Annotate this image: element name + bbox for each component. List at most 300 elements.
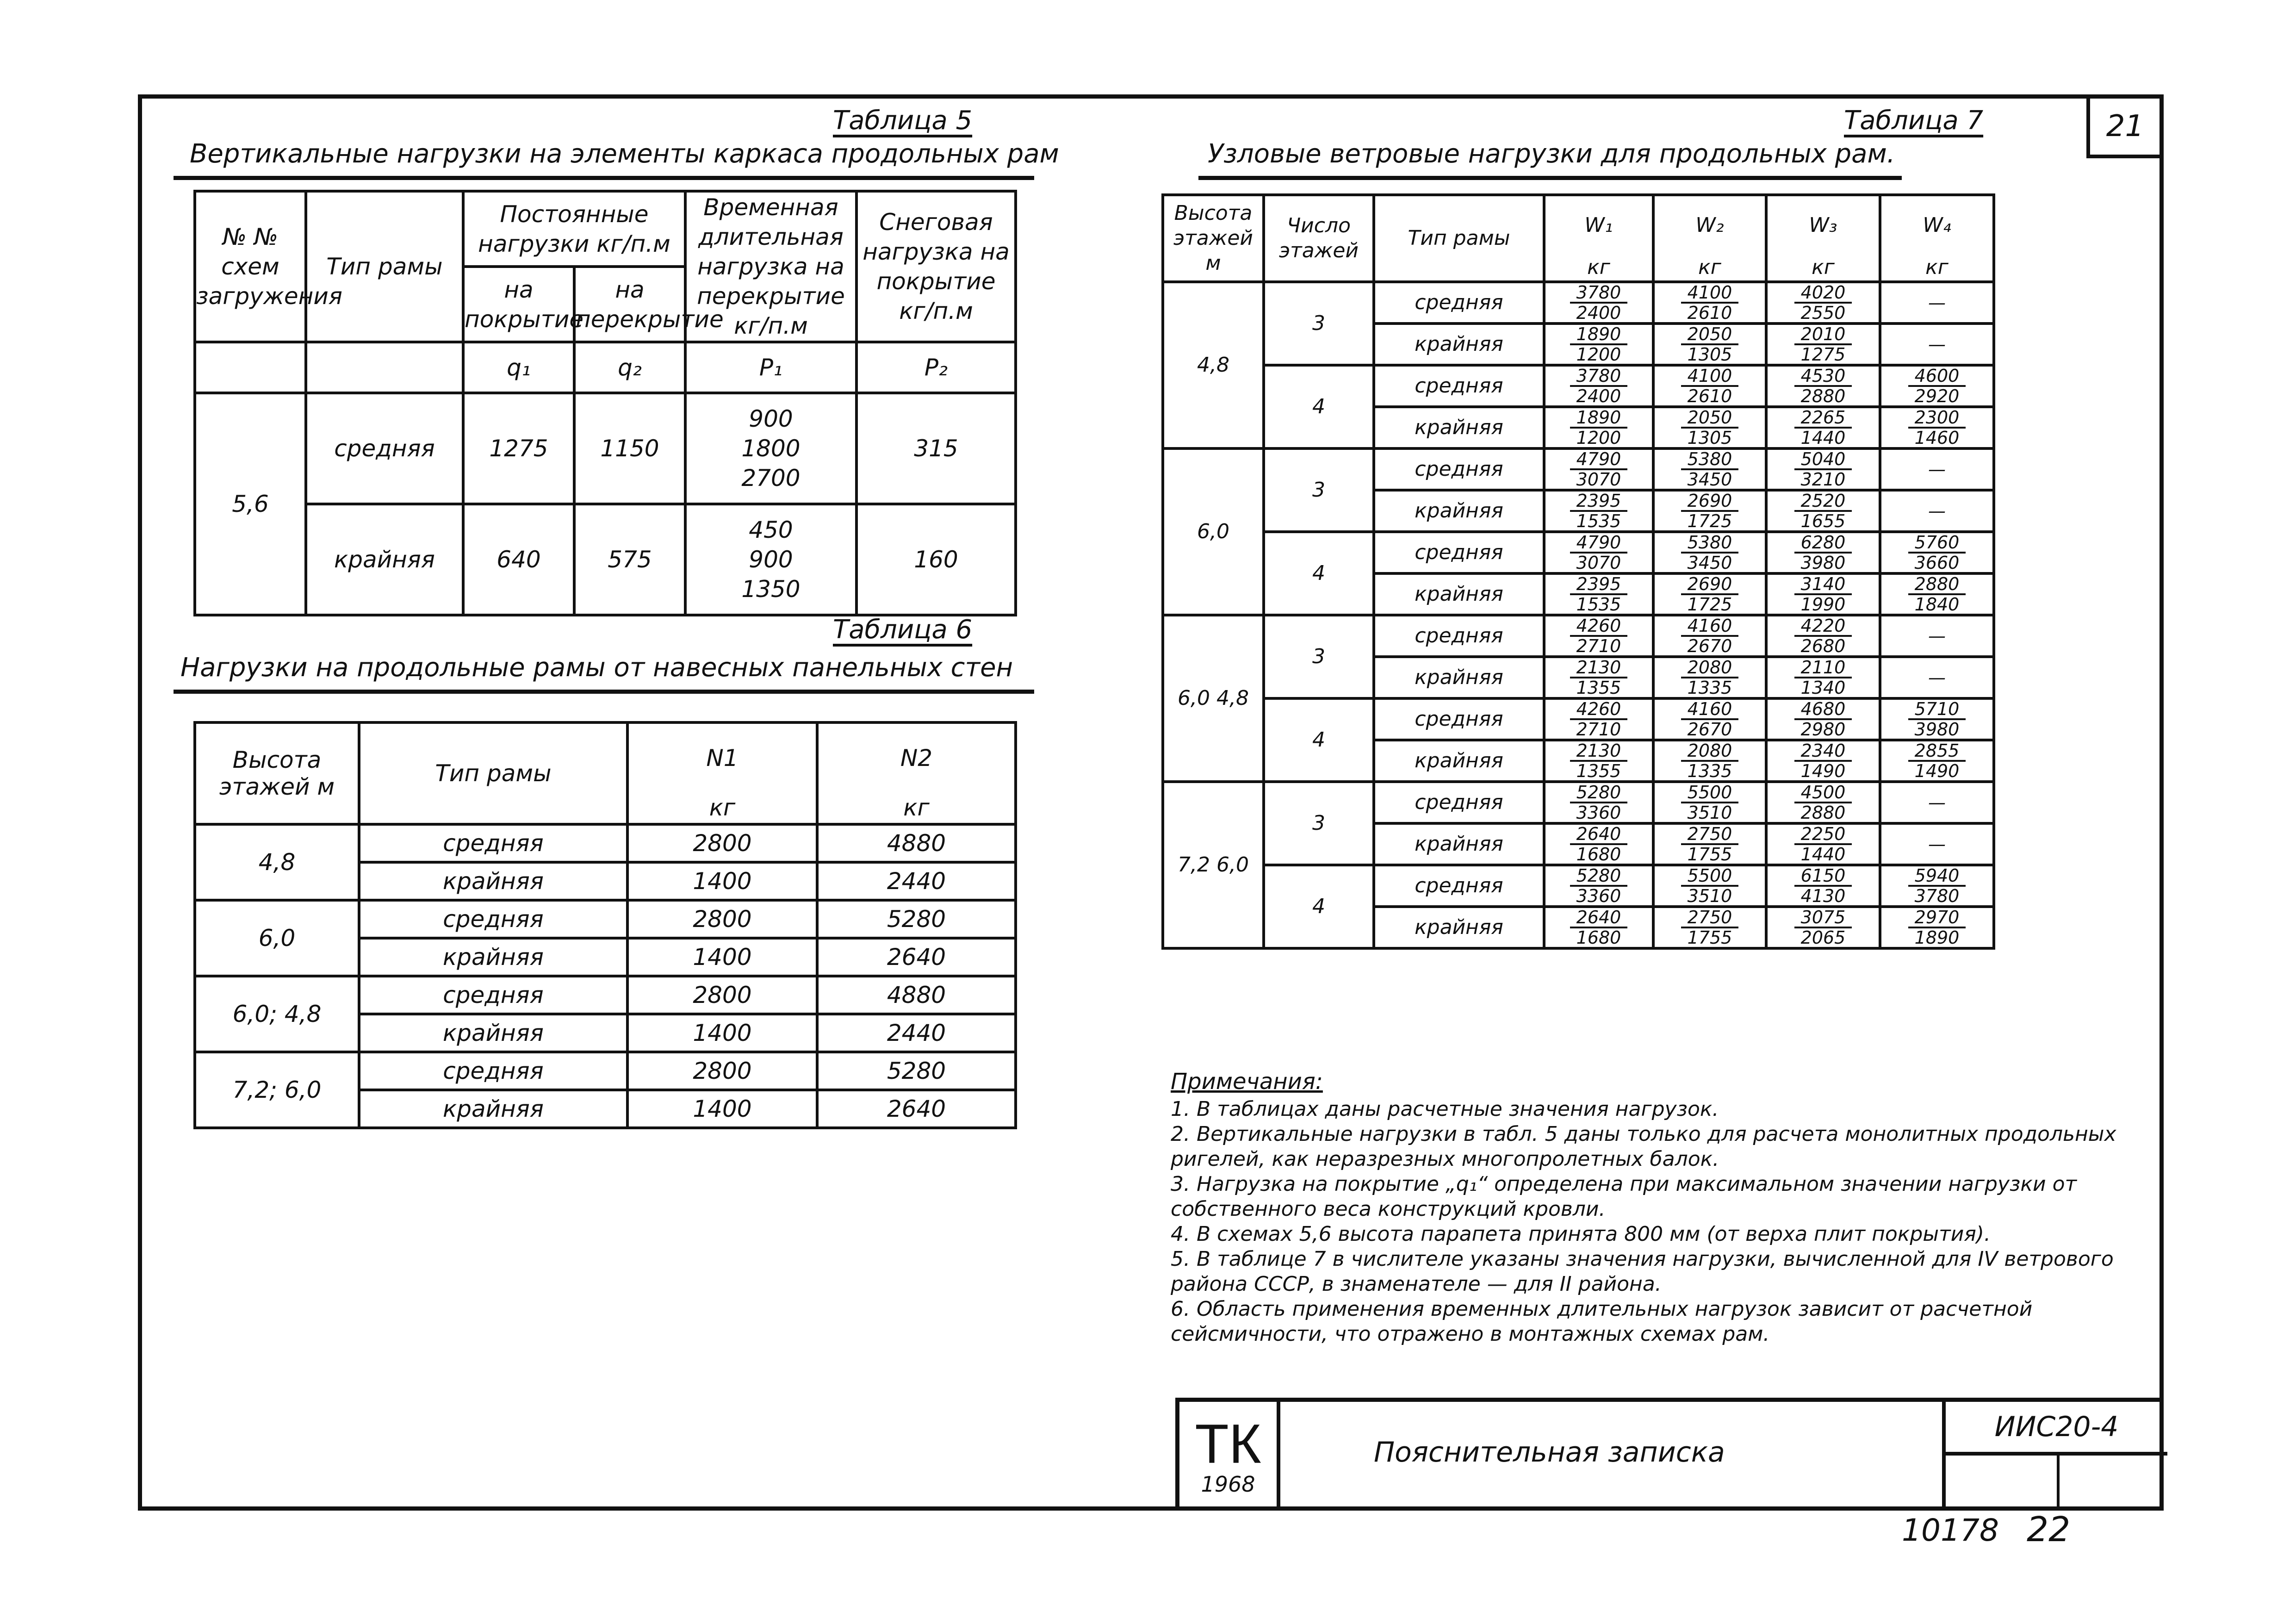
t7-denominator: 3660 [1914, 553, 1960, 573]
t7-numerator: 4020 [1794, 283, 1852, 304]
t7-w3-cell [1766, 324, 1880, 365]
t7-fraction [1681, 408, 1739, 447]
t7-w2-cell [1653, 907, 1766, 948]
org-code: ТК [1195, 1412, 1261, 1475]
t7-fraction [1794, 533, 1852, 572]
t7-numerator: 2395 [1570, 575, 1628, 595]
t5-header-q1: q₁ [463, 342, 574, 393]
t7-dash: — [1880, 823, 1994, 865]
t6-row-type: средняя [359, 900, 627, 938]
t7-numerator: 5040 [1794, 450, 1852, 470]
t7-numerator: 2250 [1794, 825, 1852, 845]
t7-floors: 4 [1264, 865, 1374, 948]
t7-numerator: 4790 [1570, 450, 1628, 470]
t7-denominator: 1535 [1576, 511, 1621, 531]
t7-floors: 3 [1264, 448, 1374, 532]
t7-denominator: 3980 [1800, 553, 1846, 573]
t7-denominator: 1755 [1687, 844, 1732, 865]
title-block [1175, 1398, 2164, 1511]
t6-row-n1: 1400 [627, 1090, 817, 1128]
t7-denominator: 3980 [1914, 719, 1960, 740]
t7-fraction [1794, 658, 1852, 697]
t5-row-type: крайняя [306, 504, 463, 615]
t7-fraction [1570, 616, 1628, 655]
t7-w3-cell [1766, 865, 1880, 907]
t7-fraction [1794, 283, 1852, 322]
t7-fraction [1908, 741, 1966, 780]
t7-fraction [1681, 450, 1739, 489]
t6-row-n2: 2640 [817, 938, 1016, 976]
t7-fraction [1794, 866, 1852, 905]
t5-row-q2: 1150 [574, 393, 685, 504]
t7-header-frame-type: Тип рамы [1374, 195, 1544, 282]
t7-w1-cell [1544, 490, 1653, 532]
t7-denominator: 2400 [1576, 386, 1621, 406]
t7-w3-cell [1766, 782, 1880, 823]
table6-label: Таблица 6 [833, 615, 973, 645]
t7-fraction [1681, 825, 1739, 864]
t7-w3-cell [1766, 532, 1880, 573]
t6-group-height: 7,2; 6,0 [195, 1052, 359, 1128]
t6-row-n2: 2440 [817, 862, 1016, 900]
t7-fraction [1570, 783, 1628, 822]
t7-fraction [1794, 450, 1852, 489]
t6-row-type: крайняя [359, 938, 627, 976]
t7-w2-cell [1653, 365, 1766, 407]
t7-numerator: 5500 [1681, 866, 1739, 887]
t7-denominator: 4130 [1800, 886, 1846, 906]
t7-fraction [1570, 450, 1628, 489]
t7-row-type: средняя [1374, 865, 1544, 907]
t7-w2-cell [1653, 532, 1766, 573]
t7-row-type: средняя [1374, 782, 1544, 823]
t7-w1-cell [1544, 532, 1653, 573]
table5-title-rule [174, 176, 1034, 180]
t7-numerator: 4100 [1681, 367, 1739, 387]
note-item: 5. В таблице 7 в числителе указаны значения нагрузки, вычисленной для IV ветрового района СССР, в знаменателе — для II района. [1171, 1247, 2114, 1296]
t7-fraction [1908, 908, 1966, 947]
t7-denominator: 3360 [1576, 803, 1621, 823]
t5-scheme-value: 5,6 [195, 393, 306, 615]
t7-numerator: 2340 [1794, 741, 1852, 762]
t7-denominator: 1840 [1914, 594, 1960, 615]
t7-dash: — [1880, 782, 1994, 823]
title-block-org-cell [1179, 1402, 1280, 1511]
t7-fraction [1794, 367, 1852, 405]
t7-fraction [1681, 325, 1739, 364]
t7-numerator: 6150 [1794, 866, 1852, 887]
t7-numerator: 4600 [1908, 367, 1966, 387]
t7-numerator: 4790 [1570, 533, 1628, 554]
t7-numerator: 3780 [1570, 283, 1628, 304]
t7-fraction [1794, 783, 1852, 822]
year: 1968 [1201, 1471, 1255, 1497]
t7-numerator: 4260 [1570, 616, 1628, 637]
t7-header-floors: Число этажей [1264, 195, 1374, 282]
t7-w3-cell [1766, 407, 1880, 448]
t7-numerator: 5760 [1908, 533, 1966, 554]
t7-fraction [1908, 575, 1966, 614]
t7-denominator: 3510 [1687, 886, 1732, 906]
t7-numerator: 5500 [1681, 783, 1739, 803]
t7-fraction [1570, 283, 1628, 322]
t7-w1-cell [1544, 282, 1653, 324]
t7-w4-cell [1880, 407, 1994, 448]
t7-numerator: 3780 [1570, 367, 1628, 387]
t7-numerator: 4100 [1681, 283, 1739, 304]
t6-unit: кг [817, 792, 1016, 824]
t7-numerator: 5710 [1908, 700, 1966, 720]
t7-fraction [1908, 533, 1966, 572]
t7-fraction [1570, 866, 1628, 905]
t7-row-type: средняя [1374, 532, 1544, 573]
t7-fraction [1681, 283, 1739, 322]
table7-label: Таблица 7 [1844, 106, 1984, 136]
t7-dash: — [1880, 657, 1994, 698]
t7-denominator: 2710 [1576, 719, 1621, 740]
page-number: 22 [2027, 1510, 2071, 1549]
t5-p1-value: 900 [749, 546, 793, 573]
t7-w2-cell [1653, 740, 1766, 782]
t7-floors: 3 [1264, 615, 1374, 698]
t7-w1-cell [1544, 657, 1653, 698]
t5-row-q1: 640 [463, 504, 574, 615]
t7-numerator: 4220 [1794, 616, 1852, 637]
t7-denominator: 1990 [1800, 594, 1846, 615]
t7-fraction [1908, 408, 1966, 447]
t7-floors: 4 [1264, 532, 1374, 615]
t5-header-p1: P₁ [685, 342, 856, 393]
t7-dash: — [1880, 448, 1994, 490]
t7-group-height: 6,0 [1163, 448, 1264, 615]
t7-w1-cell [1544, 573, 1653, 615]
t7-fraction [1570, 825, 1628, 864]
t6-row-n1: 2800 [627, 900, 817, 938]
t7-header-w3: W₃ [1766, 195, 1880, 254]
t7-fraction [1570, 575, 1628, 614]
t7-denominator: 3360 [1576, 886, 1621, 906]
t7-fraction [1908, 866, 1966, 905]
note-item: 2. Вертикальные нагрузки в табл. 5 даны только для расчета монолитных продольных ригелей, как неразрезных многопролетных балок. [1171, 1122, 2116, 1171]
t7-denominator: 1340 [1800, 678, 1846, 698]
t7-numerator: 4530 [1794, 367, 1852, 387]
t7-numerator: 2640 [1570, 908, 1628, 928]
t7-w3-cell [1766, 740, 1880, 782]
t7-numerator: 2130 [1570, 741, 1628, 762]
t7-denominator: 2920 [1914, 386, 1960, 406]
t7-fraction [1570, 658, 1628, 697]
t7-numerator: 2750 [1681, 908, 1739, 928]
t5-header-scheme: № № схем загружения [195, 191, 306, 342]
t7-unit: кг [1766, 254, 1880, 282]
t7-w1-cell [1544, 365, 1653, 407]
t6-row-type: крайняя [359, 862, 627, 900]
t6-row-n1: 2800 [627, 976, 817, 1014]
t6-row-n1: 2800 [627, 1052, 817, 1090]
t7-fraction [1570, 533, 1628, 572]
t7-denominator: 1490 [1914, 761, 1960, 781]
t7-w3-cell [1766, 823, 1880, 865]
t7-denominator: 3070 [1576, 553, 1621, 573]
t7-numerator: 2080 [1681, 741, 1739, 762]
t7-w3-cell [1766, 657, 1880, 698]
t7-w3-cell [1766, 282, 1880, 324]
t7-numerator: 4260 [1570, 700, 1628, 720]
t6-row-n1: 2800 [627, 824, 817, 862]
t7-denominator: 2400 [1576, 303, 1621, 323]
t7-denominator: 1655 [1800, 511, 1846, 531]
t6-row-type: средняя [359, 824, 627, 862]
t7-numerator: 6280 [1794, 533, 1852, 554]
document-code: ИИС20-4 [1942, 1402, 2167, 1456]
t5-p1-value: 2700 [741, 465, 800, 492]
t7-fraction [1794, 616, 1852, 655]
t6-header-n1: N1 [627, 722, 817, 792]
t7-numerator: 3140 [1794, 575, 1852, 595]
t5-header-temporary: Временная длительная нагрузка на перекрытие кг/п.м [685, 191, 856, 342]
t7-w4-cell [1880, 365, 1994, 407]
t7-header-w1: W₁ [1544, 195, 1653, 254]
t7-w4-cell [1880, 573, 1994, 615]
t7-w3-cell [1766, 907, 1880, 948]
t7-dash: — [1880, 615, 1994, 657]
t7-denominator: 1200 [1576, 428, 1621, 448]
t7-numerator: 2520 [1794, 492, 1852, 512]
t7-fraction [1681, 367, 1739, 405]
t7-w3-cell [1766, 573, 1880, 615]
t7-denominator: 1755 [1687, 927, 1732, 948]
t7-denominator: 1335 [1687, 761, 1732, 781]
note-item: 6. Область применения временных длительных нагрузок зависит от расчетной сейсмичности, что отражено в монтажных схемах рам. [1171, 1297, 2033, 1346]
t7-unit: кг [1653, 254, 1766, 282]
t7-w2-cell [1653, 407, 1766, 448]
t7-denominator: 1490 [1800, 761, 1846, 781]
table7 [1161, 193, 1995, 950]
t7-w1-cell [1544, 407, 1653, 448]
t7-fraction [1681, 492, 1739, 530]
t6-row-type: средняя [359, 1052, 627, 1090]
t7-denominator: 2880 [1800, 386, 1846, 406]
t7-w2-cell [1653, 823, 1766, 865]
t7-numerator: 2640 [1570, 825, 1628, 845]
t7-denominator: 1355 [1576, 678, 1621, 698]
t7-numerator: 2110 [1794, 658, 1852, 678]
t5-header-perm-floor: на перекрытие [574, 267, 685, 342]
t7-fraction [1794, 825, 1852, 864]
t7-fraction [1794, 908, 1852, 947]
t7-fraction [1794, 408, 1852, 447]
table5-title: Вертикальные нагрузки на элементы каркаса продольных рам [190, 139, 1059, 169]
t7-denominator: 1725 [1687, 511, 1732, 531]
t7-fraction [1794, 741, 1852, 780]
t7-row-type: крайняя [1374, 573, 1544, 615]
t7-numerator: 3075 [1794, 908, 1852, 928]
t7-w1-cell [1544, 782, 1653, 823]
t7-fraction [1681, 783, 1739, 822]
t7-numerator: 4160 [1681, 616, 1739, 637]
t7-row-type: крайняя [1374, 407, 1544, 448]
t7-dash: — [1880, 490, 1994, 532]
t7-w3-cell [1766, 448, 1880, 490]
t7-numerator: 2130 [1570, 658, 1628, 678]
t7-row-type: крайняя [1374, 740, 1544, 782]
t7-row-type: крайняя [1374, 657, 1544, 698]
t7-fraction [1908, 700, 1966, 739]
t7-denominator: 2670 [1687, 719, 1732, 740]
t7-floors: 3 [1264, 282, 1374, 365]
t6-row-n2: 2440 [817, 1014, 1016, 1052]
t7-floors: 4 [1264, 365, 1374, 448]
t6-row-n1: 1400 [627, 1014, 817, 1052]
t7-w1-cell [1544, 324, 1653, 365]
t7-w1-cell [1544, 907, 1653, 948]
t7-denominator: 3450 [1687, 469, 1732, 490]
t7-fraction [1570, 700, 1628, 739]
t7-fraction [1681, 741, 1739, 780]
t7-w1-cell [1544, 448, 1653, 490]
t7-fraction [1794, 575, 1852, 614]
t7-unit: кг [1544, 254, 1653, 282]
t7-fraction [1570, 908, 1628, 947]
t7-numerator: 2300 [1908, 408, 1966, 429]
t7-fraction [1908, 367, 1966, 405]
t7-w2-cell [1653, 448, 1766, 490]
t7-fraction [1681, 575, 1739, 614]
t7-w4-cell [1880, 698, 1994, 740]
t7-denominator: 3510 [1687, 803, 1732, 823]
t7-header-w4: W₄ [1880, 195, 1994, 254]
t7-w3-cell [1766, 365, 1880, 407]
t6-row-type: крайняя [359, 1014, 627, 1052]
t7-w2-cell [1653, 615, 1766, 657]
t6-row-type: средняя [359, 976, 627, 1014]
t7-fraction [1681, 700, 1739, 739]
t7-header-height: Высота этажей м [1163, 195, 1264, 282]
t5-row-p1 [685, 504, 856, 615]
t7-w2-cell [1653, 782, 1766, 823]
t7-w3-cell [1766, 490, 1880, 532]
table5 [193, 190, 1017, 616]
t6-header-height: Высота этажей м [195, 722, 359, 824]
table7-title-rule [1198, 176, 1902, 180]
t5-p1-value: 1350 [741, 576, 800, 603]
t7-numerator: 5380 [1681, 450, 1739, 470]
t7-numerator: 2050 [1681, 408, 1739, 429]
t7-fraction [1570, 367, 1628, 405]
t5-row-p2: 160 [856, 504, 1016, 615]
t7-group-height: 7,2 6,0 [1163, 782, 1264, 948]
t7-denominator: 1335 [1687, 678, 1732, 698]
t7-row-type: крайняя [1374, 907, 1544, 948]
t7-w1-cell [1544, 615, 1653, 657]
t7-denominator: 3780 [1914, 886, 1960, 906]
t7-w2-cell [1653, 657, 1766, 698]
t7-w4-cell [1880, 532, 1994, 573]
t7-fraction [1681, 658, 1739, 697]
t7-group-height: 6,0 4,8 [1163, 615, 1264, 782]
t7-row-type: крайняя [1374, 490, 1544, 532]
t7-w4-cell [1880, 865, 1994, 907]
t7-numerator: 2970 [1908, 908, 1966, 928]
t7-row-type: средняя [1374, 698, 1544, 740]
t7-fraction [1570, 325, 1628, 364]
t7-w2-cell [1653, 282, 1766, 324]
t7-denominator: 1305 [1687, 344, 1732, 365]
t5-row-p2: 315 [856, 393, 1016, 504]
t7-dash: — [1880, 324, 1994, 365]
t5-header-p2: P₂ [856, 342, 1016, 393]
t7-row-type: крайняя [1374, 823, 1544, 865]
t6-row-n2: 5280 [817, 1052, 1016, 1090]
note-item: 1. В таблицах даны расчетные значения нагрузок. [1171, 1097, 1719, 1121]
t7-numerator: 2395 [1570, 492, 1628, 512]
t5-p1-value: 900 [749, 405, 793, 432]
t7-fraction [1681, 533, 1739, 572]
t7-numerator: 2265 [1794, 408, 1852, 429]
notes [1171, 1069, 2152, 1347]
t7-header-w2: W₂ [1653, 195, 1766, 254]
t6-row-n2: 2640 [817, 1090, 1016, 1128]
t7-w4-cell [1880, 740, 1994, 782]
t7-denominator: 1305 [1687, 428, 1732, 448]
t7-fraction [1794, 700, 1852, 739]
t7-fraction [1681, 616, 1739, 655]
t7-denominator: 2670 [1687, 636, 1732, 656]
t7-w2-cell [1653, 490, 1766, 532]
t7-numerator: 2880 [1908, 575, 1966, 595]
t7-denominator: 2550 [1800, 303, 1846, 323]
note-item: 3. Нагрузка на покрытие „q₁“ определена при максимальном значении нагрузки от собственного веса конструкций кровли. [1171, 1172, 2077, 1221]
t7-fraction [1681, 866, 1739, 905]
t7-numerator: 2010 [1794, 325, 1852, 345]
t5-p1-value: 1800 [741, 435, 800, 462]
t6-header-n2: N2 [817, 722, 1016, 792]
t5-header-perm-roof: на покрытие [463, 267, 574, 342]
t7-numerator: 1890 [1570, 325, 1628, 345]
t6-group-height: 6,0; 4,8 [195, 976, 359, 1052]
t7-floors: 4 [1264, 698, 1374, 782]
t5-header-snow: Снеговая нагрузка на покрытие кг/п.м [856, 191, 1016, 342]
t6-header-frame-type: Тип рамы [359, 722, 627, 824]
t6-row-n2: 4880 [817, 976, 1016, 1014]
t5-row-q2: 575 [574, 504, 685, 615]
t7-w3-cell [1766, 698, 1880, 740]
t7-numerator: 2690 [1681, 575, 1739, 595]
t7-numerator: 2750 [1681, 825, 1739, 845]
t7-row-type: крайняя [1374, 324, 1544, 365]
t7-unit: кг [1880, 254, 1994, 282]
t7-fraction [1570, 408, 1628, 447]
t7-denominator: 3210 [1800, 469, 1846, 490]
t7-denominator: 1275 [1800, 344, 1846, 365]
t7-denominator: 1440 [1800, 844, 1846, 865]
t7-denominator: 1535 [1576, 594, 1621, 615]
t6-row-type: крайняя [359, 1090, 627, 1128]
t6-row-n2: 5280 [817, 900, 1016, 938]
t7-row-type: средняя [1374, 615, 1544, 657]
t7-denominator: 1460 [1914, 428, 1960, 448]
t7-floors: 3 [1264, 782, 1374, 865]
t7-numerator: 2855 [1908, 741, 1966, 762]
t7-numerator: 5280 [1570, 783, 1628, 803]
note-item: 4. В схемах 5,6 высота парапета принята 800 мм (от верха плит покрытия). [1171, 1222, 1991, 1246]
t7-numerator: 2690 [1681, 492, 1739, 512]
title-block-empty-cells [1942, 1452, 2167, 1511]
t7-w2-cell [1653, 573, 1766, 615]
t6-row-n2: 4880 [817, 824, 1016, 862]
t7-denominator: 1200 [1576, 344, 1621, 365]
t7-w1-cell [1544, 823, 1653, 865]
